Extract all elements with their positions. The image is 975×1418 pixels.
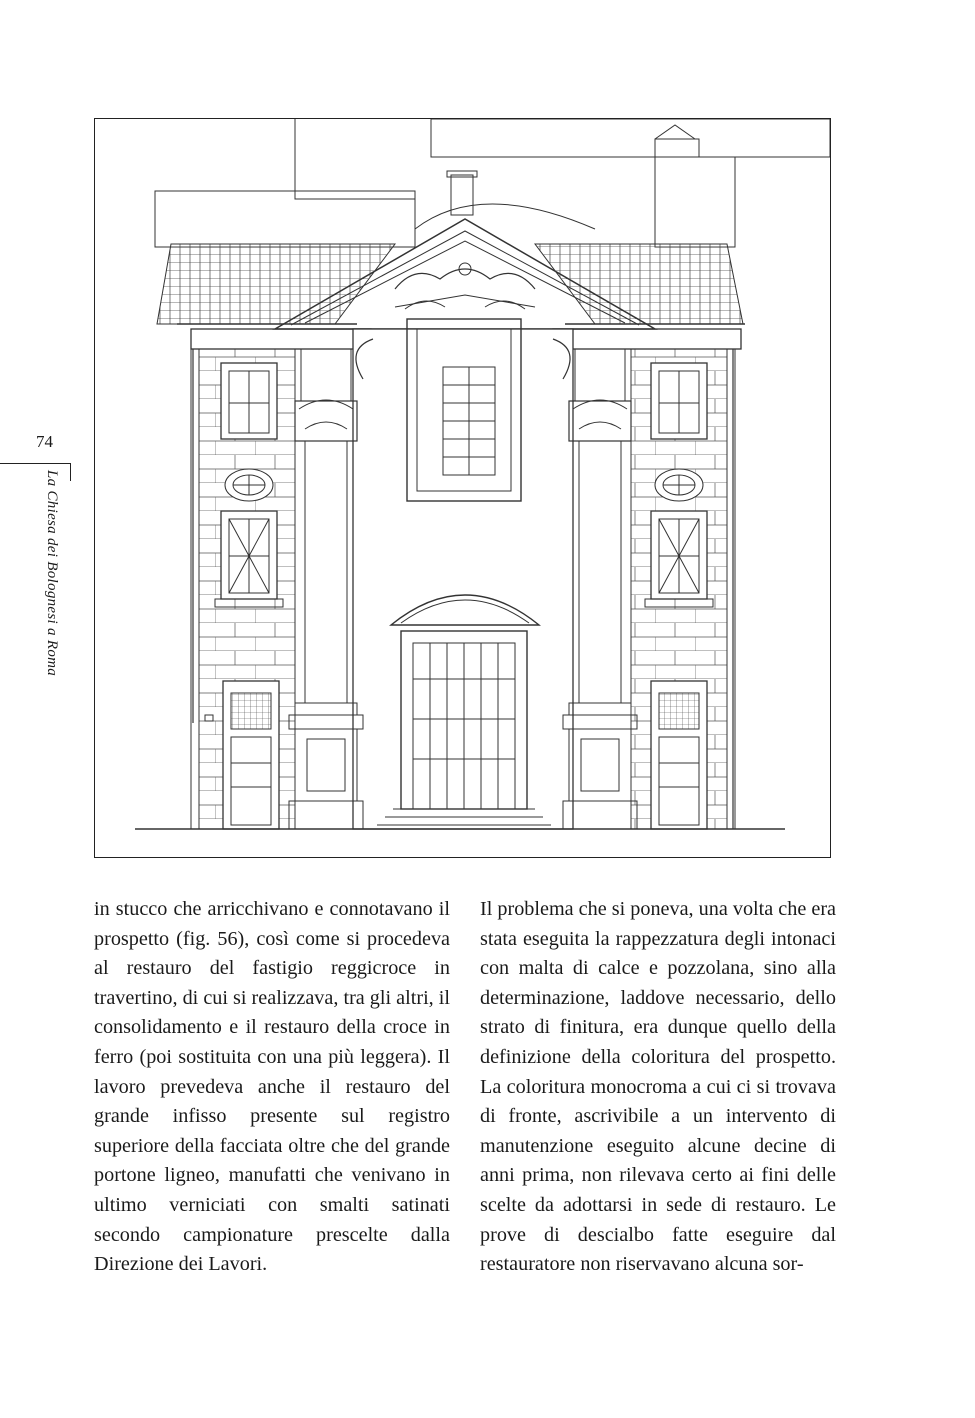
left-paragraph: in stucco che arricchivano e connotavano il prospetto (fig. 56), così come si procedeva al restauro del fastigio reggicroce in travertino, di cui si realizzava, tra gli altri, il consolidamento e il restauro della croce in ferro (poi sostituita con una più leggera). Il lavoro prevedeva anche il restauro del grande infisso presente sul registro superiore della facciata oltre che del grande portone ligneo, manufatti che venivano in ultimo verniciati con smalti satinati secondo campionature prescelte dalla Direzione dei Lavori.	[94, 898, 450, 1276]
running-title: La Chiesa dei Bolognesi a Roma	[44, 470, 60, 677]
margin-vertical-rule	[70, 463, 71, 481]
page-number: 74	[36, 432, 53, 451]
figure-frame	[94, 118, 831, 858]
church-facade-drawing-icon	[95, 119, 830, 857]
margin-rule	[0, 463, 70, 464]
left-text-column	[94, 895, 450, 1280]
roofs	[157, 244, 745, 324]
background-buildings	[155, 119, 830, 247]
right-paragraph: Il problema che si poneva, una volta che era stata eseguita la rappezzatura degli intonaci con malta di calce e pozzolana, sino alla determinazione, laddove necessario, dello strato di finitura, era dunque quello della definizione della coloritura del prospetto. La coloritura monocroma a cui ci si trovava di fronte, ascrivibile a un intervento di manutenzione eseguito alcune decine di anni prima, non rilevava certo ai fini delle scelte da adottarsi in sede di restauro. Le prove di descialbo fatte eseguire dal restauratore non riservavano alcuna sor-	[480, 898, 836, 1276]
right-text-column	[480, 895, 836, 1280]
